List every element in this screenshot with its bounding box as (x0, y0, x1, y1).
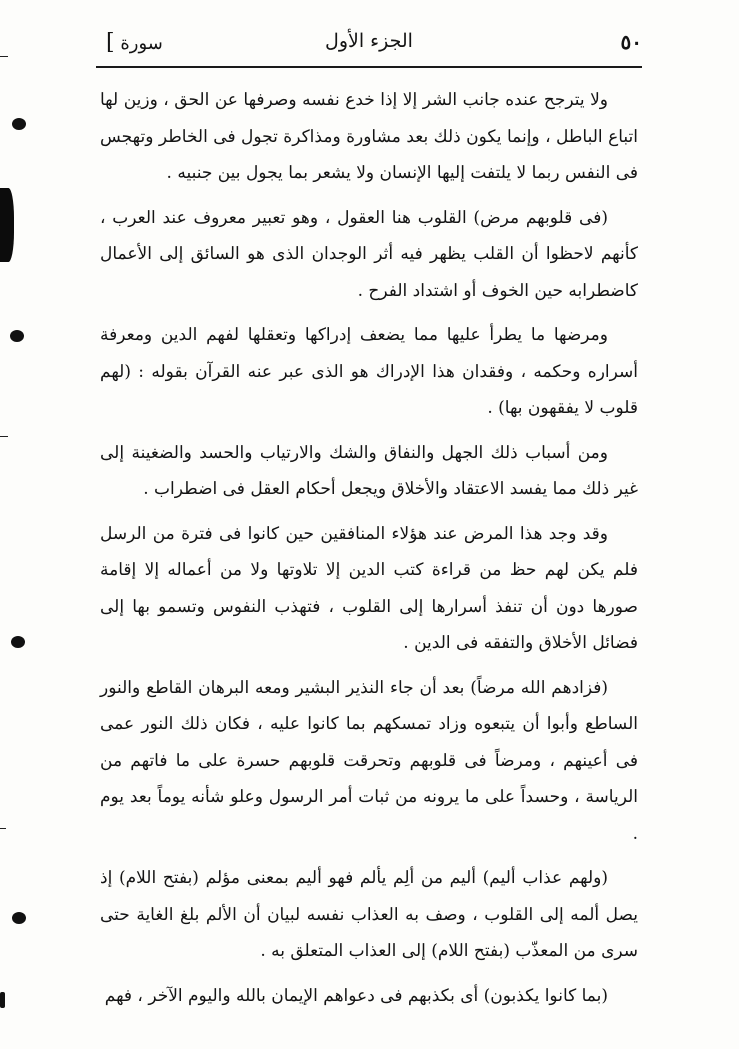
paragraph: (ولهم عذاب أليم) أليم من ألِم يألم فهو أليم بمعنى مؤلم (بفتح اللام) إذ يصل ألمه إلى القلوب ، وصف به العذاب نفسه لبيان أن الألم بلغ الغاية حتى سرى من المعذّب (بفتح اللام) إلى العذاب المتعلق به . (100, 868, 638, 961)
part-title: الجزء الأول (325, 30, 413, 52)
scan-speck (12, 912, 26, 924)
scan-speck (0, 992, 5, 1008)
scan-speck (12, 118, 26, 130)
scan-speck (10, 330, 24, 342)
scan-edge-mark (0, 828, 6, 829)
paragraph: وقد وجد هذا المرض عند هؤلاء المنافقين حين كانوا فى فترة من الرسل فلم يكن لهم حظ من قراءة كتب الدين إلا تلاوتها ولا من أعماله إلا إقامة صورها دون أن تنفذ أسرارها إلى القلوب ، فتهذب النفوس وتسمو بها إلى فضائل الأخلاق والتفقه فى الدين . (100, 523, 638, 653)
paragraph: (فى قلوبهم مرض) القلوب هنا العقول ، وهو تعبير معروف عند العرب ، كأنهم لاحظوا أن القلب يظهر فيه أثر الوجدان الذى هو السائق إلى الأعمال كاضطرابه حين الخوف أو اشتداد الفرح . (100, 207, 638, 301)
scan-edge-mark (0, 436, 8, 437)
paragraph: (بما كانوا يكذبون) أى بكذبهم فى دعواهم الإيمان بالله واليوم الآخر ، فهم (104, 985, 608, 1006)
paragraph: ومرضها ما يطرأ عليها مما يضعف إدراكها وتعقلها لفهم الدين ومعرفة أسراره وحكمه ، وفقدان هذا الإدراك هو الذى عبر عنه القرآن بقوله : (لهم قلوب لا يفقهون بها) . (100, 325, 638, 418)
surah-label (106, 30, 163, 55)
paragraph: ولا يترجح عنده جانب الشر إلا إذا خدع نفسه وصرفها عن الحق ، وزين لها اتباع الباطل ، وإنما يكون ذلك بعد مشاورة ومذاكرة تجول فى الخاطر وتهجس فى النفس ربما لا يلتفت إليها الإنسان ولا يشعر بما يجول بين جنبيه . (100, 90, 638, 183)
paragraph: ومن أسباب ذلك الجهل والنفاق والشك والارتياب والحسد والضغينة إلى غير ذلك مما يفسد الاعتقاد والأخلاق ويجعل أحكام العقل فى اضطراب . (100, 442, 638, 499)
header-rule (96, 66, 642, 68)
scan-speck (11, 636, 25, 648)
scan-edge-mark (0, 56, 8, 57)
page-header (96, 26, 642, 66)
surah-bracket: ] (106, 30, 115, 55)
paragraph: (فزادهم الله مرضاً) بعد أن جاء النذير البشير ومعه البرهان القاطع والنور الساطع وأبوا أن يتبعوه وزاد تمسكهم بما كانوا عليه ، فكان ذلك النور عمى فى أعينهم ، ومرضاً فى قلوبهم وتحرقت قلوبهم حسرة على ما فاتهم من الرياسة ، وحسداً على ما يرونه من ثبات أمر الرسول وعلو شأنه يوماً بعد يوم . (100, 677, 638, 844)
surah-label-text: سورة (120, 33, 163, 54)
scan-edge-shadow (0, 188, 14, 262)
page-body (100, 82, 638, 1022)
page-number: ٥٠ (620, 30, 642, 54)
